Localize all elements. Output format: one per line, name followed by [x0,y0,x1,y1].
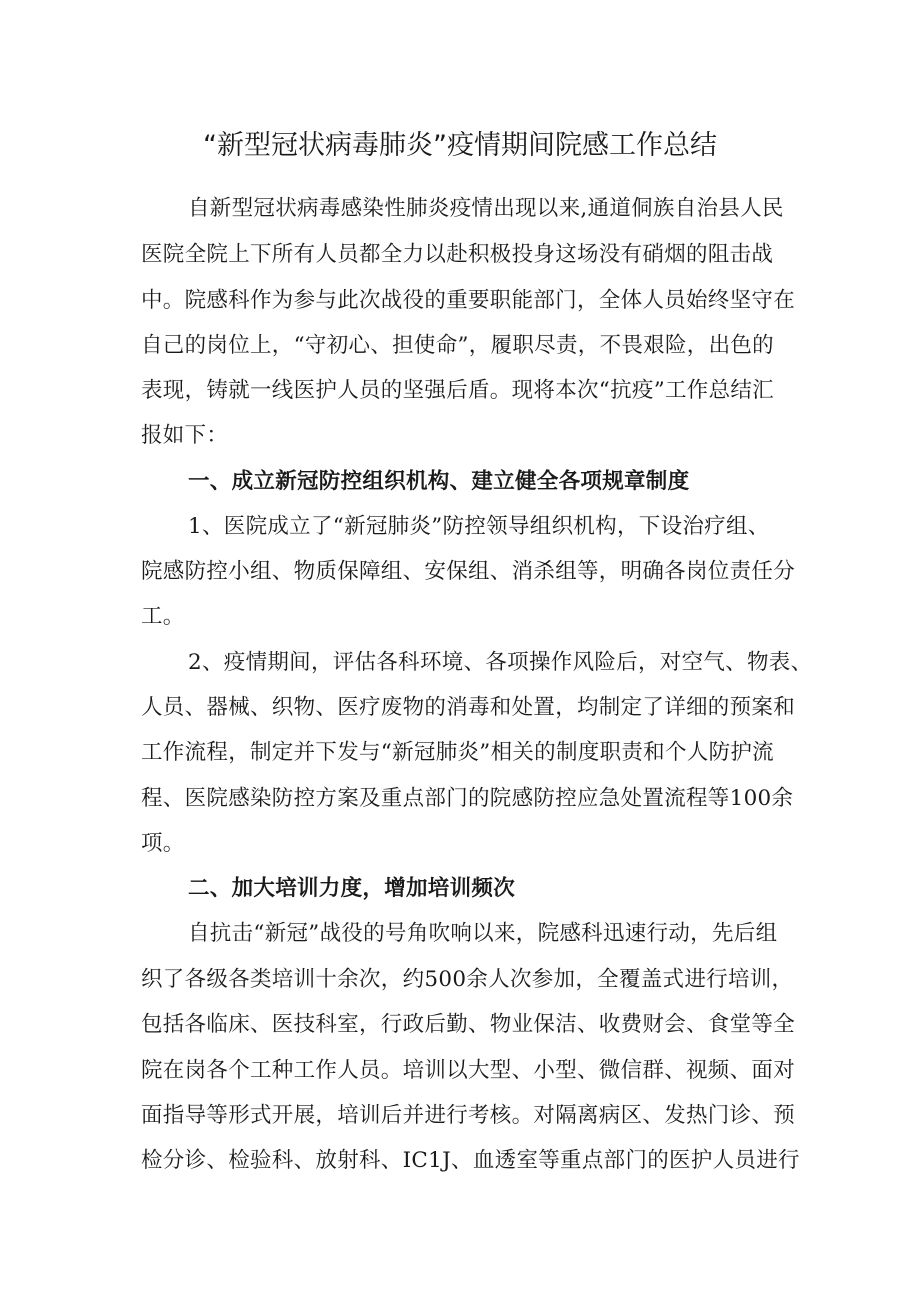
paragraph-line: 表现，铸就一线医护人员的坚强后盾。现将本次“抗疫”工作总结汇 [141,378,774,403]
section-heading: 一、成立新冠防控组织机构、建立健全各项规章制度 [188,469,690,494]
paragraph-line: 面指导等形式开展，培训后并进行考核。对隔离病区、发热门诊、预 [141,1103,796,1128]
document-title: “新型冠状病毒肺炎”疫情期间院感工作总结 [203,130,717,161]
paragraph-line: 2、疫情期间，评估各科环境、各项操作风险后，对空气、物表、 [188,650,813,675]
paragraph-line: 自抗击“新冠”战役的号角吹响以来，院感科迅速行动，先后组 [188,921,778,946]
paragraph-line: 包括各临床、医技科室，行政后勤、物业保洁、收费财会、食堂等全 [141,1012,796,1037]
paragraph-line: 工作流程，制定并下发与“新冠肺炎”相关的制度职责和个人防护流 [141,740,774,765]
paragraph-line: 1、医院成立了“新冠肺炎”防控领导组织机构，下设治疗组、 [188,514,770,539]
paragraph-line: 检分诊、检验科、放射科、IC1J、血透室等重点部门的医护人员进行 [141,1148,800,1173]
paragraph-line: 工。 [141,604,185,629]
paragraph-line: 人员、器械、织物、医疗废物的消毒和处置，均制定了详细的预案和 [141,695,796,720]
paragraph-line: 中。院感科作为参与此次战役的重要职能部门，全体人员始终坚守在 [141,288,796,313]
paragraph-line: 报如下： [141,423,229,448]
paragraph-line: 院在岗各个工种工作人员。培训以大型、小型、微信群、视频、面对 [141,1058,796,1083]
section-heading: 二、加大培训力度，增加培训频次 [188,876,516,901]
paragraph-line: 医院全院上下所有人员都全力以赴积极投身这场没有硝烟的阻击战 [141,242,774,267]
paragraph-line: 自新型冠状病毒感染性肺炎疫情出现以来,通道侗族自治县人民 [188,196,784,221]
paragraph-line: 织了各级各类培训十余次，约500余人次参加，全覆盖式进行培训， [141,967,794,992]
paragraph-line: 程、医院感染防控方案及重点部门的院感防控应急处置流程等100余 [141,786,794,811]
paragraph-line: 项。 [141,831,185,856]
paragraph-line: 院感防控小组、物质保障组、安保组、消杀组等，明确各岗位责任分 [141,559,796,584]
paragraph-line: 自己的岗位上，“守初心、担使命”，履职尽责，不畏艰险，出色的 [141,333,774,358]
